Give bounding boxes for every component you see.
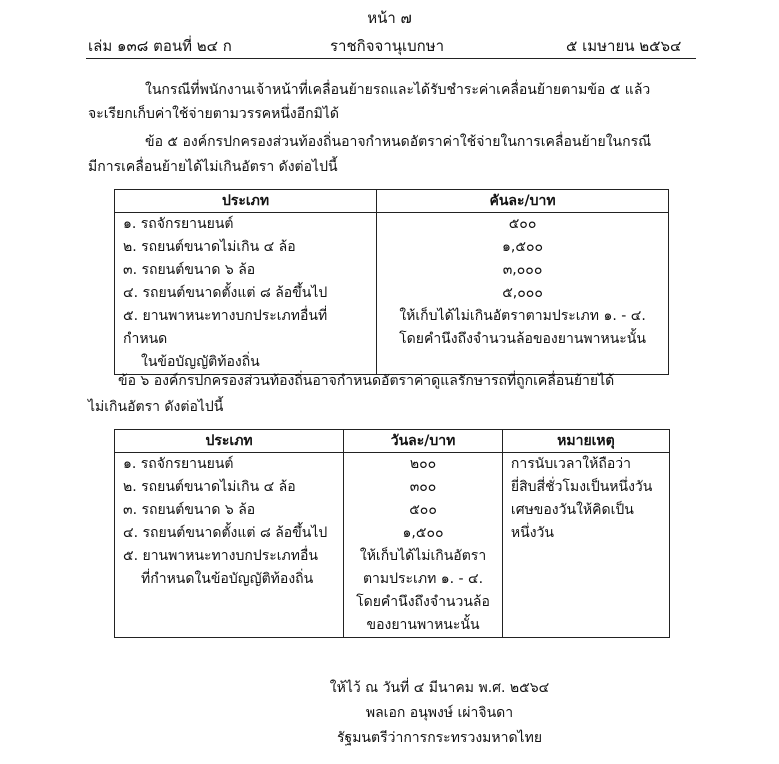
rate-value: ๑,๕๐๐ [377, 236, 669, 259]
col-header-rate: วันละ/บาท [344, 430, 503, 453]
publish-date: ๕ เมษายน ๒๕๖๔ [566, 37, 682, 55]
vehicle-type: ๔. รถยนต์ขนาดตั้งแต่ ๘ ล้อขึ้นไป [115, 522, 344, 545]
header-divider [86, 58, 696, 59]
vehicle-type [115, 545, 344, 638]
table-row [115, 305, 669, 375]
vehicle-type-line: ๕. ยานพาหนะทางบกประเภทอื่น [123, 548, 318, 564]
remark-line: หนึ่งวัน [510, 525, 554, 541]
clause-6-line-1: ข้อ ๖ องค์กรปกครองส่วนท้องถิ่นอาจกำหนดอัตราค่าดูแลรักษารถที่ถูกเคลื่อนย้ายได้ [118, 373, 615, 389]
rate-line: ให้เก็บได้ไม่เกินอัตราตามประเภท ๑. - ๔. [399, 308, 646, 324]
remark-line: เศษของวันให้คิดเป็น [510, 502, 634, 518]
col-header-type: ประเภท [115, 430, 344, 453]
rate-value: ๑,๕๐๐ [344, 522, 503, 545]
table-row [115, 213, 669, 237]
col-header-rate: คันละ/บาท [377, 190, 669, 213]
rate-value: ๕,๐๐๐ [377, 282, 669, 305]
rate-line: โดยคำนึงถึงจำนวนล้อ [356, 594, 490, 610]
paragraph-1-line-1: ในกรณีที่พนักงานเจ้าหน้าที่เคลื่อนย้ายรถและได้รับชำระค่าเคลื่อนย้ายตามข้อ ๕ แล้ว [145, 82, 651, 98]
rate-value: ๕๐๐ [344, 499, 503, 522]
vehicle-type: ๑. รถจักรยานยนต์ [115, 453, 344, 477]
vehicle-type: ๓. รถยนต์ขนาด ๖ ล้อ [115, 499, 344, 522]
vehicle-type: ๔. รถยนต์ขนาดตั้งแต่ ๘ ล้อขึ้นไป [115, 282, 377, 305]
remark-cell [502, 453, 669, 546]
rate-value: ๒๐๐ [344, 453, 503, 477]
vehicle-type: ๓. รถยนต์ขนาด ๖ ล้อ [115, 259, 377, 282]
table-row [115, 282, 669, 305]
rate-line: ให้เก็บได้ไม่เกินอัตรา [359, 548, 487, 564]
vehicle-type: ๒. รถยนต์ขนาดไม่เกิน ๔ ล้อ [115, 476, 344, 499]
clause-6-line-2: ไม่เกินอัตรา ดังต่อไปนี้ [88, 399, 224, 415]
rate-value [344, 545, 503, 638]
rate-value: ๓๐๐ [344, 476, 503, 499]
col-header-type: ประเภท [115, 190, 377, 213]
rate-line: ตามประเภท ๑. - ๔. [362, 571, 484, 587]
clause-5-line-2: มีการเคลื่อนย้ายได้ไม่เกินอัตรา ดังต่อไปนี้ [88, 159, 338, 175]
vehicle-type-line: ๕. ยานพาหนะทางบกประเภทอื่นที่กำหนด [123, 308, 328, 347]
vehicle-type-line: ในข้อบัญญัติท้องถิ่น [141, 354, 260, 370]
table-row [115, 453, 670, 477]
rate-line: ของยานพาหนะนั้น [366, 617, 480, 633]
signatory-name: พลเอก อนุพงษ์ เผ่าจินดา [365, 705, 514, 721]
relocation-fee-table [114, 189, 669, 375]
remark-line: การนับเวลาให้ถือว่า [510, 456, 631, 472]
table-row [115, 236, 669, 259]
storage-fee-table [114, 429, 670, 638]
table-row [115, 545, 670, 638]
remark-cell-empty [502, 545, 669, 638]
page-number: หน้า ๗ [367, 9, 412, 27]
rate-value [377, 305, 669, 375]
remark-line: ยี่สิบสี่ชั่วโมงเป็นหนึ่งวัน [510, 479, 653, 495]
vehicle-type-line: ที่กำหนดในข้อบัญญัติท้องถิ่น [141, 571, 314, 587]
signing-date: ให้ไว้ ณ วันที่ ๔ มีนาคม พ.ศ. ๒๕๖๔ [329, 680, 550, 696]
volume-info: เล่ม ๑๓๘ ตอนที่ ๒๔ ก [88, 37, 232, 55]
vehicle-type [115, 305, 377, 375]
table-row [115, 259, 669, 282]
vehicle-type: ๑. รถจักรยานยนต์ [115, 213, 377, 237]
paragraph-1-line-2: จะเรียกเก็บค่าใช้จ่ายตามวรรคหนึ่งอีกมิได้ [88, 106, 340, 122]
col-header-remark: หมายเหตุ [502, 430, 669, 453]
gazette-title: ราชกิจจานุเบกษา [330, 37, 445, 55]
rate-line: โดยคำนึงถึงจำนวนล้อของยานพาหนะนั้น [399, 331, 646, 347]
vehicle-type: ๒. รถยนต์ขนาดไม่เกิน ๔ ล้อ [115, 236, 377, 259]
rate-value: ๓,๐๐๐ [377, 259, 669, 282]
clause-5-line-1: ข้อ ๕ องค์กรปกครองส่วนท้องถิ่นอาจกำหนดอัตราค่าใช้จ่ายในการเคลื่อนย้ายในกรณี [145, 134, 652, 150]
signatory-position: รัฐมนตรีว่าการกระทรวงมหาดไทย [336, 730, 543, 746]
rate-value: ๕๐๐ [377, 213, 669, 237]
